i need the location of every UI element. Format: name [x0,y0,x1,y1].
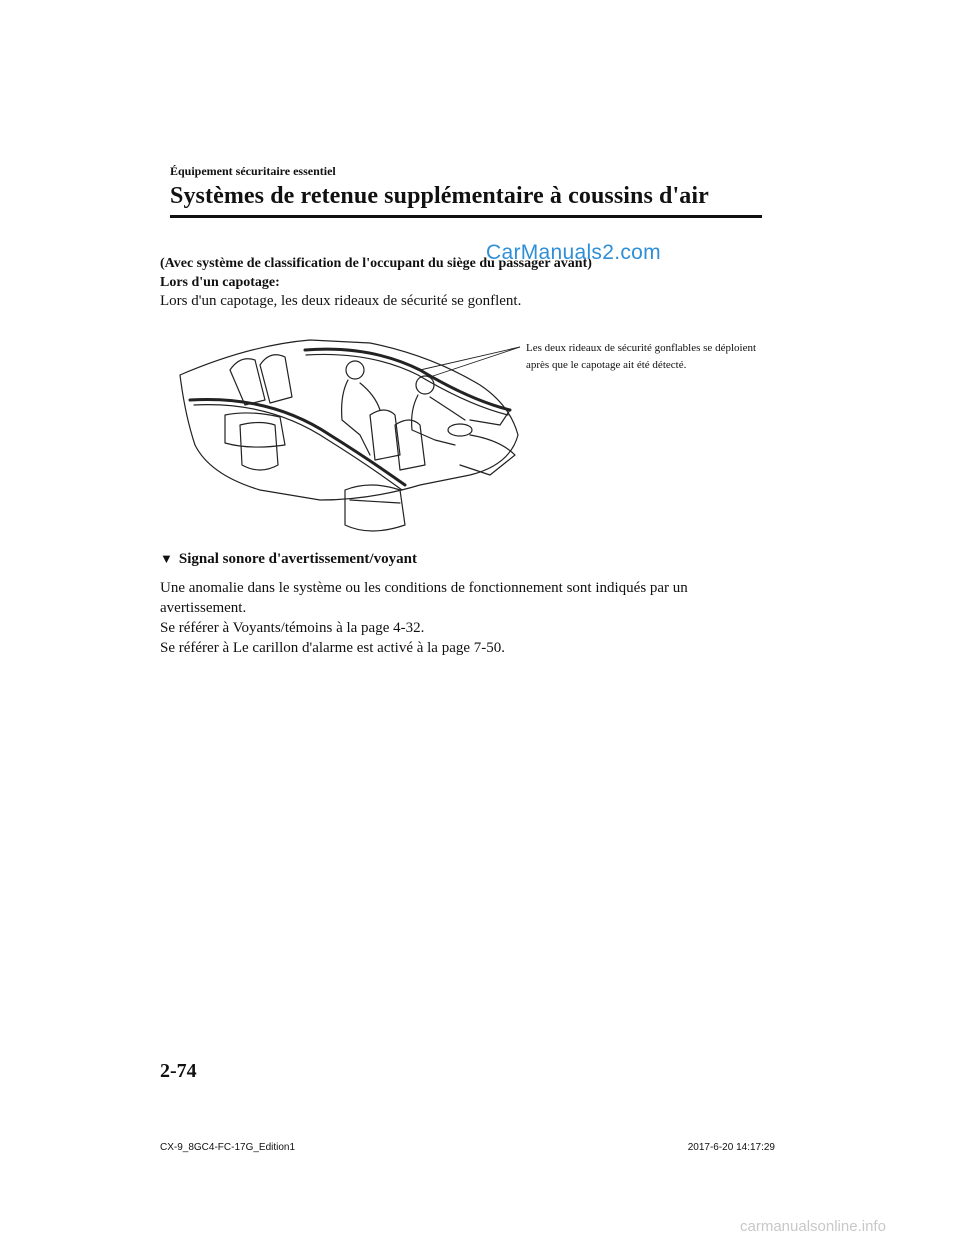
page-title: Systèmes de retenue supplémentaire à coussins d'air [170,183,709,209]
title-rule [170,215,762,218]
paragraph-line: Se référer à Voyants/témoins à la page 4-32. [160,620,425,636]
page-number: 2-74 [160,1060,197,1082]
illustration-callout: Les deux rideaux de sécurité gonflables se déploient après que le capotage ait été détecté. [526,342,757,371]
section-label: Équipement sécuritaire essentiel [170,164,336,178]
paragraph-line: Une anomalie dans le système ou les conditions de fonctionnement sont indiqués par un avertissement. [160,580,688,616]
timestamp: 2017-6-20 14:17:29 [687,1142,775,1153]
subhead-rollover: Lors d'un capotage: [160,275,280,290]
subhead-condition: (Avec système de classification de l'occupant du siège du passager avant) [160,256,592,271]
curtain-airbag-illustration [170,325,530,550]
warning-paragraph [160,578,770,658]
paragraph-line: Se référer à Le carillon d'alarme est activé à la page 7-50. [160,640,506,656]
watermark-carmanualsonline: carmanualsonline.info [740,1218,886,1235]
section-heading [160,551,417,568]
section-heading-label: Signal sonore d'avertissement/voyant [178,551,417,567]
watermark-carmanuals2: CarManuals2.com [486,241,661,264]
body-text: Lors d'un capotage, les deux rideaux de sécurité se gonflent. [160,293,522,309]
doc-id: CX-9_8GC4-FC-17G_Edition1 [160,1142,296,1153]
triangle-down-icon: ▼ [160,551,173,566]
